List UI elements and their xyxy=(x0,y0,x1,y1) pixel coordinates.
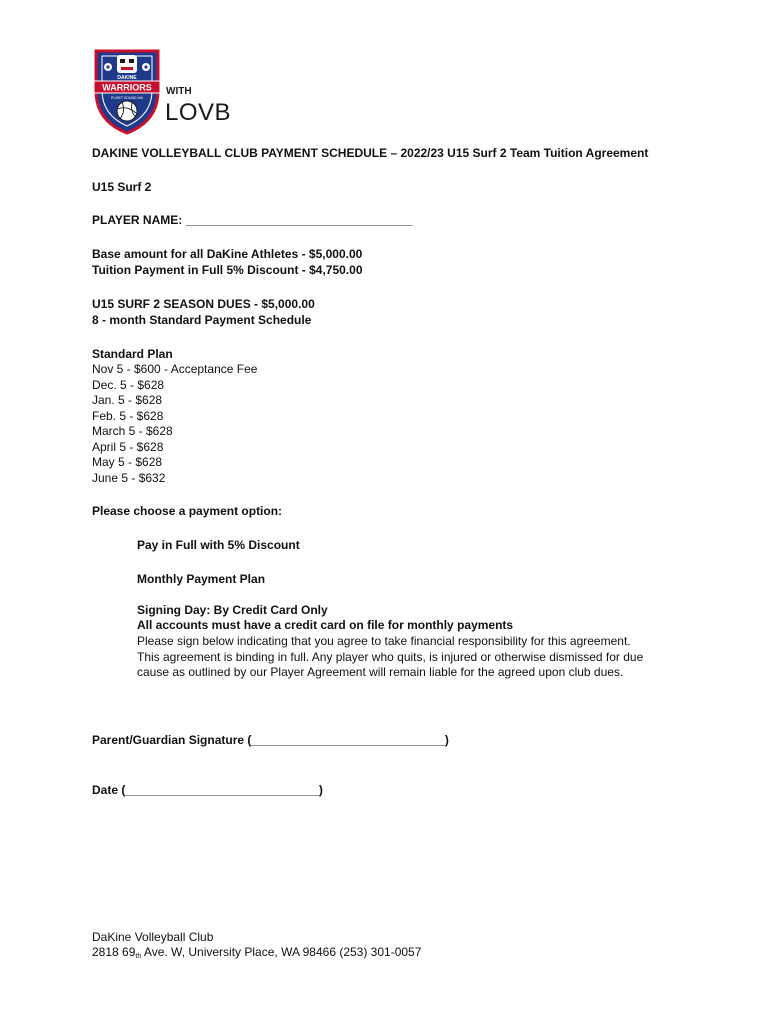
agreement-text-line: cause as outlined by our Player Agreement will remain liable for the agreed upon club dues. xyxy=(137,665,624,679)
warriors-badge-graphic xyxy=(92,47,242,137)
badge-sub-text: PUGET SOUND WA xyxy=(110,96,144,100)
schedule-description: 8 - month Standard Payment Schedule xyxy=(92,313,312,327)
footer-address-part: Ave. W, University Place, WA 98466 (253) 301-0057 xyxy=(141,945,422,959)
list-item: May 5 - $628 xyxy=(92,455,163,469)
date-field[interactable]: Date (_____________________________) xyxy=(92,783,323,797)
document-title: DAKINE VOLLEYBALL CLUB PAYMENT SCHEDULE – 2022/23 U15 Surf 2 Team Tuition Agreement xyxy=(92,146,649,160)
list-item: Dec. 5 - $628 xyxy=(92,377,165,392)
season-dues: U15 SURF 2 SEASON DUES - $5,000.00 xyxy=(92,297,315,311)
credit-card-note: All accounts must have a credit card on file for monthly payments xyxy=(137,618,514,632)
full-payment-discount: Tuition Payment in Full 5% Discount - $4,750.00 xyxy=(92,263,363,277)
footer-address-part: 2818 69 xyxy=(92,945,136,959)
badge-top-text: DAKINE xyxy=(117,75,137,81)
list-item: April 5 - $628 xyxy=(92,439,164,454)
signing-day-note: Signing Day: By Credit Card Only xyxy=(137,603,328,617)
club-logo xyxy=(92,47,242,137)
badge-main-text: WARRIORS xyxy=(102,82,152,93)
parent-signature-field[interactable]: Parent/Guardian Signature (_____________________________) xyxy=(92,733,449,747)
list-item: Feb. 5 - $628 xyxy=(92,408,164,423)
payment-schedule-list xyxy=(92,362,257,486)
option-pay-in-full[interactable]: Pay in Full with 5% Discount xyxy=(137,538,300,552)
agreement-text-line: Please sign below indicating that you agree to take financial responsibility for this agreement. xyxy=(137,634,631,648)
with-text: WITH xyxy=(166,86,192,97)
standard-plan-heading: Standard Plan xyxy=(92,347,173,361)
choose-option-prompt: Please choose a payment option: xyxy=(92,504,283,518)
list-item: Nov 5 - $600 - Acceptance Fee xyxy=(92,362,258,376)
list-item: June 5 - $632 xyxy=(92,470,166,485)
list-item: March 5 - $628 xyxy=(92,424,173,438)
footer-address xyxy=(92,945,421,963)
footer-address-ordinal: th xyxy=(135,953,142,960)
base-amount: Base amount for all DaKine Athletes - $5,000.00 xyxy=(92,247,363,261)
lovb-brand-text: LOVB xyxy=(165,99,232,126)
footer-club-name: DaKine Volleyball Club xyxy=(92,930,214,944)
option-monthly-plan[interactable]: Monthly Payment Plan xyxy=(137,572,266,586)
player-name-field[interactable]: PLAYER NAME: __________________________________ xyxy=(92,213,413,227)
list-item: Jan. 5 - $628 xyxy=(92,393,163,407)
agreement-text-line: This agreement is binding in full. Any player who quits, is injured or otherwise dismissed for due xyxy=(137,650,644,664)
team-name: U15 Surf 2 xyxy=(92,180,152,194)
